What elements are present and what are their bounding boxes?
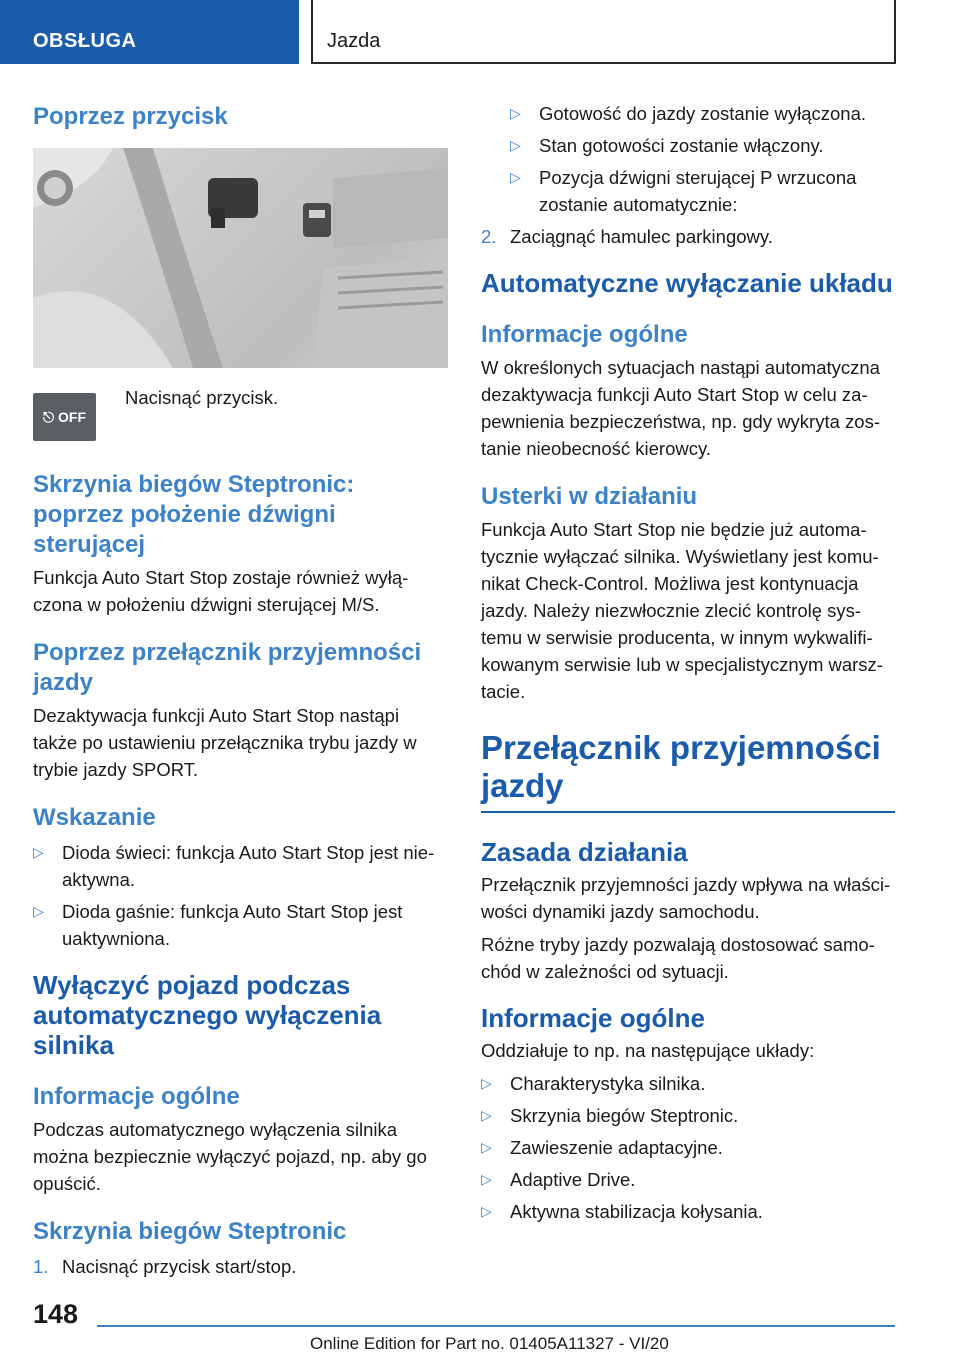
heading-general-info: Informacje ogólne xyxy=(33,1083,240,1110)
list-item: ▷ Dioda gaśnie: funkcja Auto Start Stop jest uaktywniona. xyxy=(33,898,448,952)
steps-list xyxy=(33,1253,448,1280)
chapter-box xyxy=(311,0,896,64)
list-item: ▷ Aktywna stabilizacja kołysania. xyxy=(481,1198,895,1225)
step-text: Zaciągnąć hamulec parkingowy. xyxy=(510,226,773,247)
indicator-list xyxy=(33,839,448,952)
chapter-heading-block xyxy=(481,729,895,813)
chapter-title: Jazda xyxy=(327,30,381,52)
step-number: 2. xyxy=(481,226,497,247)
paragraph-general-info: W określonych sytuacjach nastąpi automatyczna dezaktywacja funkcji Auto Start Stop w celu za-pewnienia bezpieczeństwa, np. gdy wykryta zos-tanie nieobecność kierowcy. xyxy=(481,357,880,459)
paragraph-general-info-2: Oddziałuje to np. na następujące układy: xyxy=(481,1040,815,1061)
list-item: ▷ Adaptive Drive. xyxy=(481,1166,895,1193)
list-item: ▷ Gotowość do jazdy zostanie wyłączona. xyxy=(510,100,895,127)
heading-general-info: Informacje ogólne xyxy=(481,321,688,348)
steering-column-illustration xyxy=(33,148,448,368)
list-item: ▷ Charakterystyka silnika. xyxy=(481,1070,895,1097)
section-tab xyxy=(0,0,299,64)
right-column xyxy=(481,100,895,1230)
list-item xyxy=(33,1253,448,1280)
footer-edition: Online Edition for Part no. 01405A11327 - VI/20 xyxy=(310,1334,669,1353)
heading-switch-off-vehicle: Wyłączyć pojazd podczas automatycznego wyłączenia silnika xyxy=(33,970,382,1060)
left-column xyxy=(33,100,448,1285)
heading-indicator: Wskazanie xyxy=(33,804,156,831)
paragraph-principle-1: Przełącznik przyjemności jazdy wpływa na właści-wości dynamiki jazdy samochodu. xyxy=(481,874,891,922)
list-item: ▷ Zawieszenie adaptacyjne. xyxy=(481,1134,895,1161)
heading-driving-switch: Poprzez przełącznik przyjemności jazdy xyxy=(33,639,422,696)
button-caption: Nacisnąć przycisk. xyxy=(125,387,279,408)
auto-start-stop-off-icon xyxy=(33,393,96,441)
paragraph-faults: Funkcja Auto Start Stop nie będzie już automa-tycznie wyłączać silnika. Wyświetlany jest komu-nikat Check-Control. Możliwa jest kontynuacja jazdy. Należy niezwłocznie zlecić kontrolę sys-temu w serwisie producenta, w innym wykwalifi-kowanym serwisie lub w specjalistycznym warsz-tacie. xyxy=(481,519,883,702)
heading-driving-experience-switch: Przełącznik przyjemności jazdy xyxy=(481,729,881,804)
paragraph-steptronic-lever: Funkcja Auto Start Stop zostaje również wyłą-czona w położeniu dźwigni sterującej M/S. xyxy=(33,567,409,615)
heading-general-info-2: Informacje ogólne xyxy=(481,1003,705,1033)
page-number: 148 xyxy=(33,1299,79,1329)
sub-steps-list xyxy=(510,100,895,218)
section-title: OBSŁUGA xyxy=(33,30,137,52)
heading-principle: Zasada działania xyxy=(481,837,688,867)
step-text: Nacisnąć przycisk start/stop. xyxy=(62,1256,297,1277)
paragraph-general-info: Podczas automatycznego wyłączenia silnika można bezpiecznie wyłączyć pojazd, np. aby go opuścić. xyxy=(33,1119,427,1194)
list-item: ▷ Stan gotowości zostanie włączony. xyxy=(510,132,895,159)
button-icon-label: OFF xyxy=(58,409,87,425)
list-item: ▷ Skrzynia biegów Steptronic. xyxy=(481,1102,895,1129)
dashboard-photo xyxy=(33,148,448,368)
list-item: ▷ Dioda świeci: funkcja Auto Start Stop jest nie-aktywna. xyxy=(33,839,448,893)
footer-divider xyxy=(97,1325,895,1327)
paragraph-driving-switch: Dezaktywacja funkcji Auto Start Stop nastąpi także po ustawieniu przełącznika trybu jazdy w trybie jazdy SPORT. xyxy=(33,705,417,780)
heading-faults: Usterki w działaniu xyxy=(481,483,698,510)
heading-steptronic: Skrzynia biegów Steptronic xyxy=(33,1218,347,1245)
paragraph-principle-2: Różne tryby jazdy pozwalają dostosować samo-chód w zależności od sytuacji. xyxy=(481,934,875,982)
steps-list xyxy=(481,223,895,250)
power-symbol-icon: ⎋ xyxy=(42,408,55,425)
systems-list xyxy=(481,1070,895,1225)
heading-steptronic-lever: Skrzynia biegów Steptronic: poprzez położenie dźwigni sterującej xyxy=(33,471,355,558)
heading-auto-deactivation: Automatyczne wyłączanie układu xyxy=(481,268,893,298)
list-item xyxy=(481,223,895,250)
list-item: ▷ Pozycja dźwigni sterującej P wrzucona zostanie automatycznie: xyxy=(510,164,895,218)
step-number: 1. xyxy=(33,1256,49,1277)
button-caption-row xyxy=(33,384,448,456)
heading-button: Poprzez przycisk xyxy=(33,103,228,130)
